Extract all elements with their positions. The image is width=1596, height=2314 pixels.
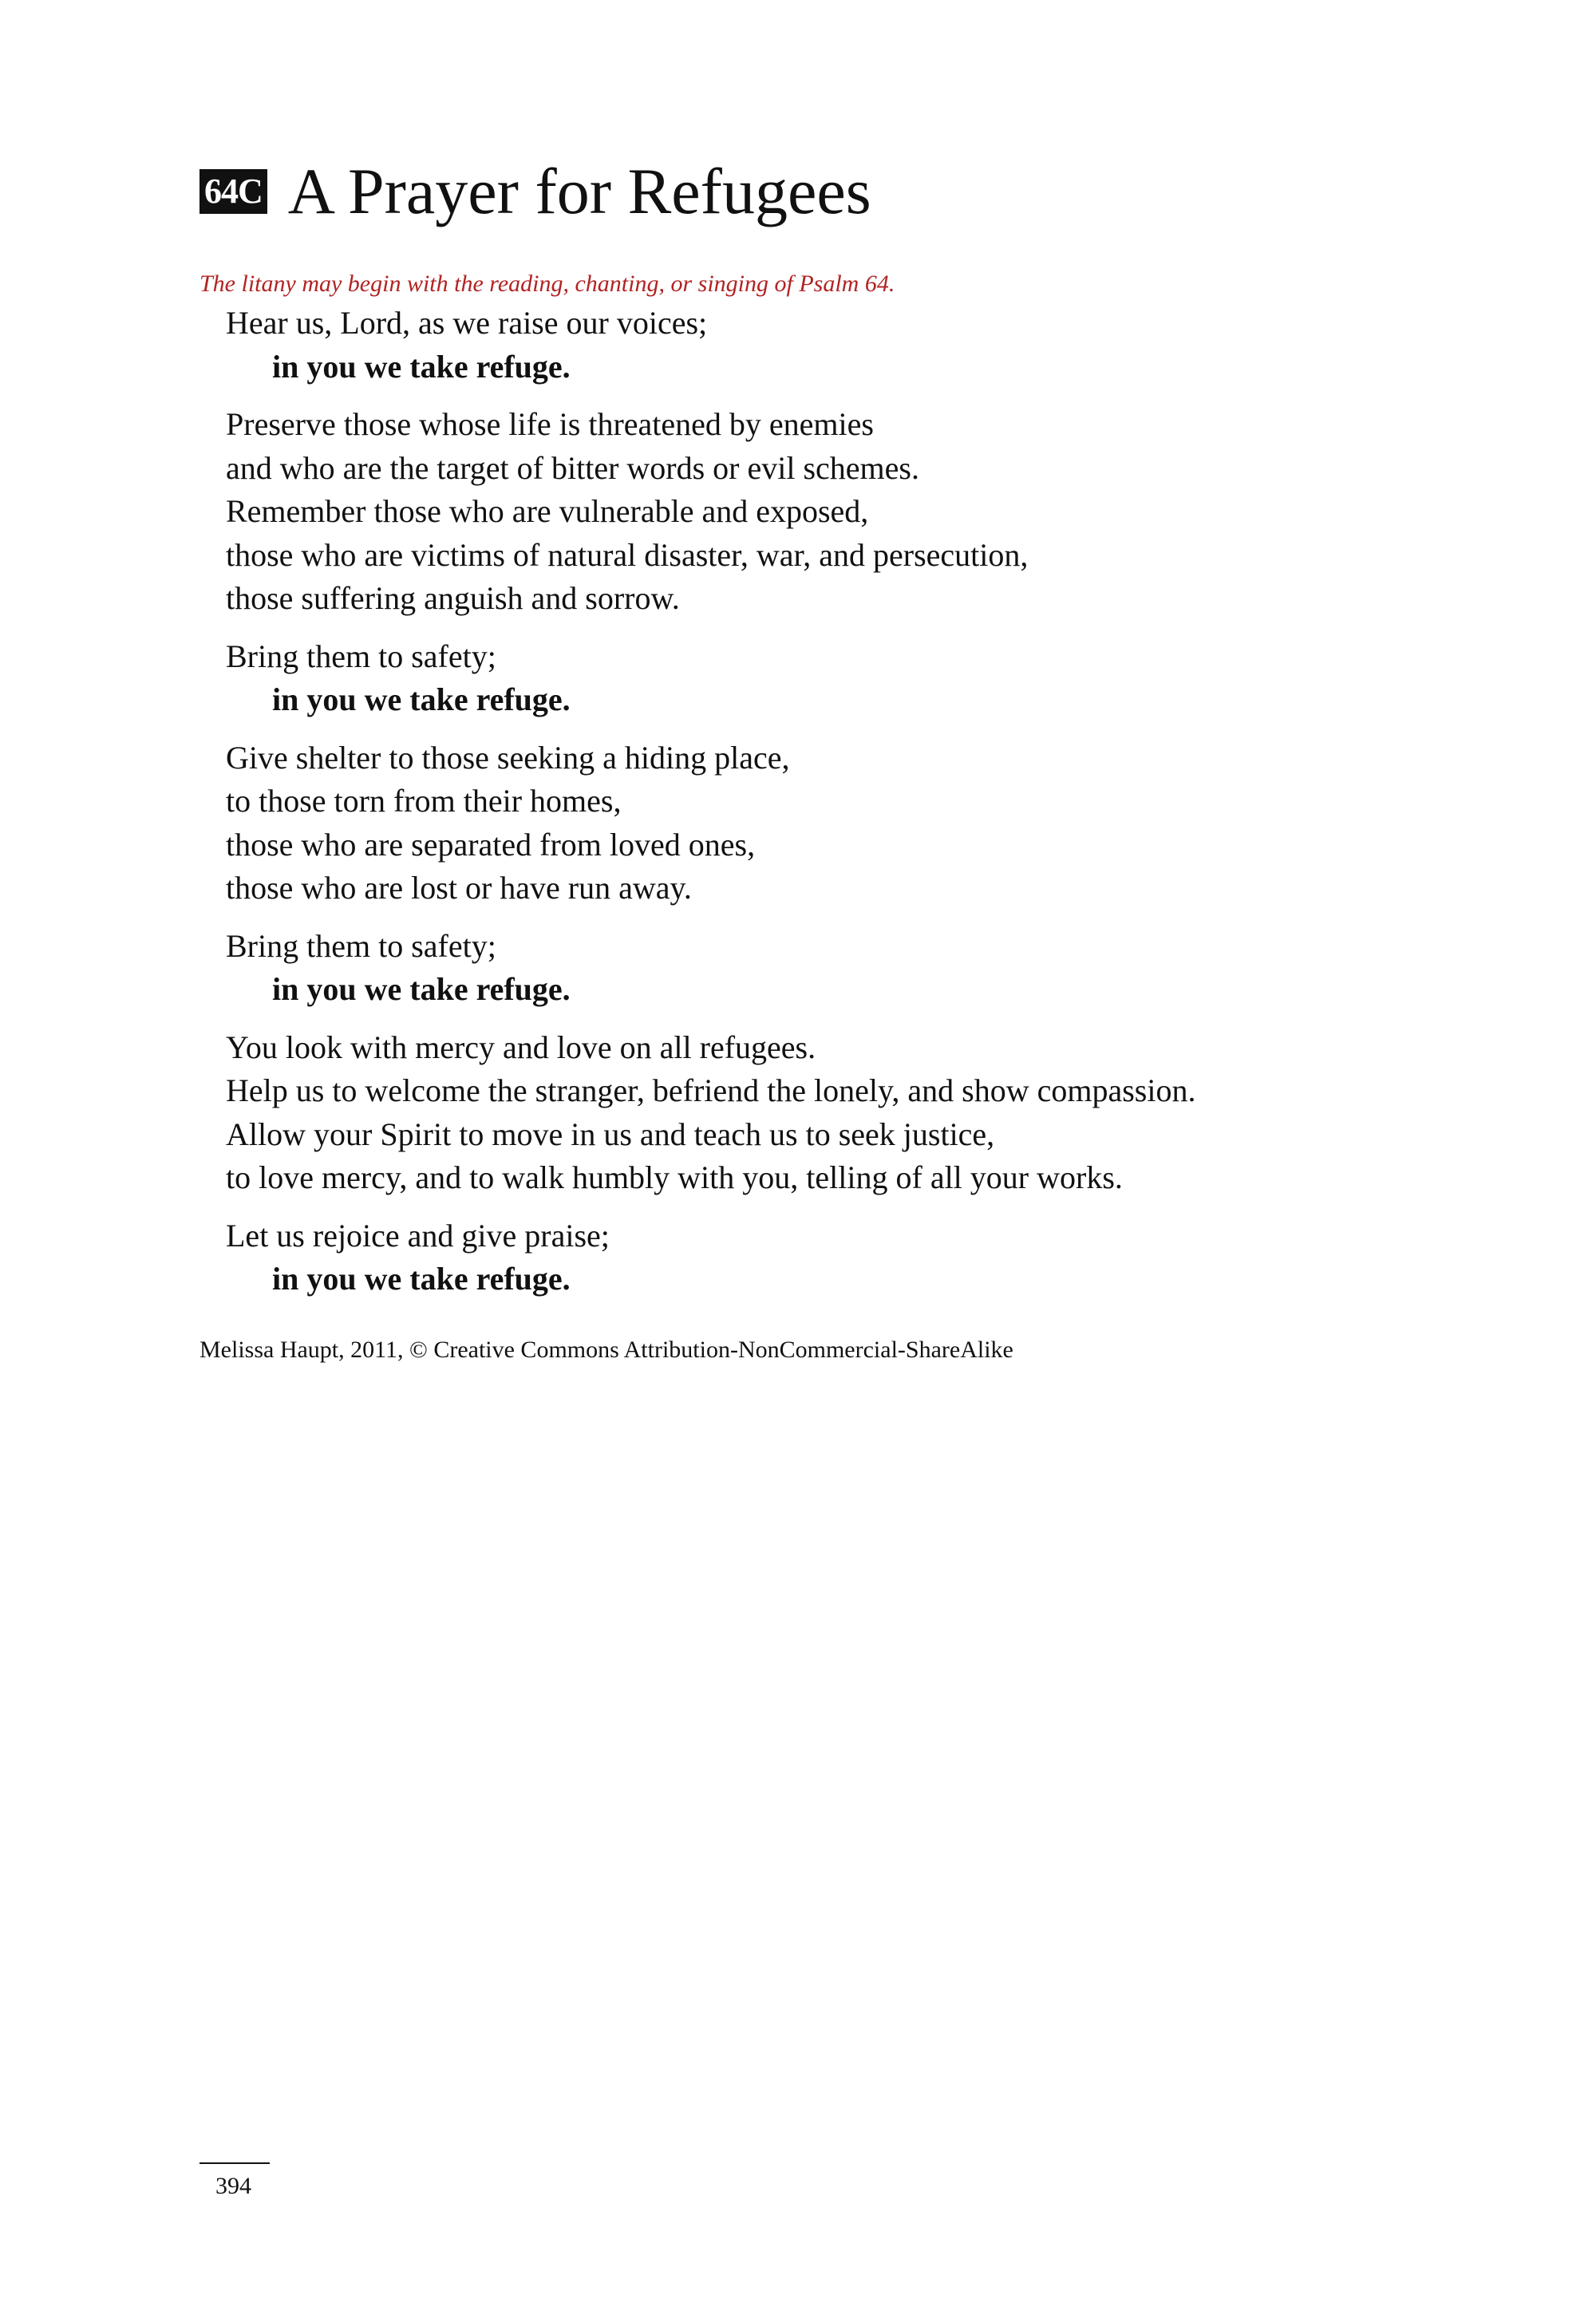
congregation-response: in you we take refuge. (272, 681, 571, 717)
leader-line: Allow your Spirit to move in us and teach us to seek justice, (226, 1116, 995, 1152)
congregation-response: in you we take refuge. (272, 348, 571, 385)
leader-line: those who are victims of natural disaster, war, and persecution, (226, 536, 1029, 573)
leader-line: to love mercy, and to walk humbly with you, telling of all your works. (226, 1159, 1123, 1195)
litany-stanza (226, 925, 1543, 1012)
litany-body (226, 302, 1543, 1316)
leader-line: Hear us, Lord, as we raise our voices; (226, 305, 708, 341)
leader-line: Preserve those whose life is threatened by enemies (226, 406, 874, 442)
litany-stanza (226, 635, 1543, 722)
leader-line: Let us rejoice and give praise; (226, 1217, 610, 1254)
litany-stanza (226, 736, 1543, 910)
leader-line: those who are lost or have run away. (226, 870, 692, 906)
footer-rule (200, 2162, 270, 2164)
litany-stanza (226, 1214, 1543, 1301)
leader-line: and who are the target of bitter words or evil schemes. (226, 449, 919, 486)
leader-line: Help us to welcome the stranger, befriend the lonely, and show compassion. (226, 1072, 1196, 1108)
leader-line: to those torn from their homes, (226, 783, 622, 819)
litany-stanza (226, 403, 1543, 621)
rubric-instruction: The litany may begin with the reading, chanting, or singing of Psalm 64. (200, 270, 895, 297)
page-header (200, 152, 871, 231)
leader-line: You look with mercy and love on all refugees. (226, 1029, 816, 1065)
litany-stanza (226, 302, 1543, 389)
leader-line: those suffering anguish and sorrow. (226, 580, 680, 616)
leader-line: Remember those who are vulnerable and exposed, (226, 493, 869, 529)
leader-line: Bring them to safety; (226, 927, 496, 964)
credit-line: Melissa Haupt, 2011, © Creative Commons Attribution-NonCommercial-ShareAlike (200, 1337, 1013, 1363)
page-number: 394 (215, 2173, 251, 2199)
leader-line: Bring them to safety; (226, 638, 496, 674)
congregation-response: in you we take refuge. (272, 971, 571, 1007)
congregation-response: in you we take refuge. (272, 1261, 571, 1297)
page-title: A Prayer for Refugees (287, 155, 871, 227)
section-number-badge: 64C (200, 169, 267, 214)
litany-stanza (226, 1026, 1543, 1200)
leader-line: Give shelter to those seeking a hiding place, (226, 739, 790, 776)
leader-line: those who are separated from loved ones, (226, 826, 756, 863)
